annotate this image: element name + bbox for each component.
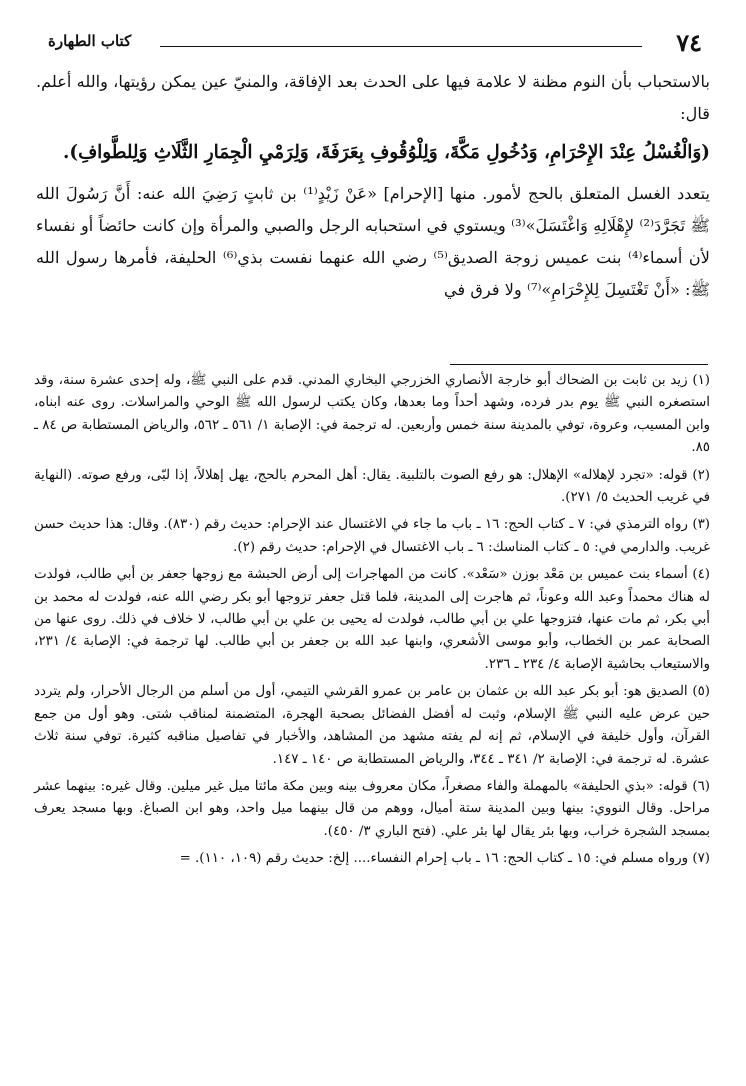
footnote-6: (٦) قوله: «بذي الحليفة» بالمهملة والفاء مصغراً، مكان معروف بينه وبين مكة مائتا ميل غير ميلين. وقال غيره: بينهما عشر مراحل. وقال النووي: بينها وبين المدينة ستة أميال، ووهم من قال بينهما ميل واحد، وهو ابن الصباغ. وبها مسجد يعرف بمسجد الشجرة خراب، وبها بئر يقال لها بئر علي. (فتح الباري ٣/ ٤٥٠). bbox=[34, 778, 710, 839]
matn-text: (وَالْغُسْلُ عِنْدَ الإِحْرَامِ، وَدُخُولِ مَكَّةَ، وَلِلْوُقُوفِ بِعَرَفَةَ، وَلِرَمْيِ الْجِمَارِ الثَّلَاثِ وَلِلطَّوافِ). bbox=[62, 142, 710, 163]
paragraph-1: بالاستحباب بأن النوم مظنة لا علامة فيها على الحدث بعد الإفاقة، والمنيّ عين يمكن رؤيتها، والله أعلم. قال: bbox=[36, 72, 710, 123]
page-number: ٧٤ bbox=[676, 28, 702, 57]
paragraph-2: يتعدد الغسل المتعلق بالحج لأمور. منها [الإحرام] «عَنْ زَيْدٍ⁽¹⁾ بن ثابتٍ رَضِيَ الله عنه: أَنَّ رَسُولَ الله ﷺ تَجَرَّدَ⁽²⁾ لإِهْلَالِهِ وَاغْتَسَلَ»⁽³⁾ ويستوي في استحبابه الرجل والصبي والمرأة وإن كانت حائضاً أو نفساء لأن أسماء⁽⁴⁾ بنت عميس زوجة الصديق⁽⁵⁾ رضي الله عنهما نفست بذي⁽⁶⁾ الحليفة، فأمرها رسول الله ﷺ: «أَنْ تَغْتَسِلَ لِلإِحْرَامِ»⁽⁷⁾ ولا فرق في bbox=[36, 184, 710, 299]
footnote-3: (٣) رواه الترمذي في: ٧ ـ كتاب الحج: ١٦ ـ باب ما جاء في الاغتسال عند الإحرام: حديث رقم (٨٣٠). وقال: هذا حديث حسن غريب. والدارمي في: ٥ ـ كتاب المناسك: ٦ ـ باب الاغتسال في الإحرام: حديث رقم (٢). bbox=[34, 517, 710, 555]
footnote-2: (٢) قوله: «تجرد لإهلاله» الإهلال: هو رفع الصوت بالتلبية. يقال: أهل المحرم بالحج، يهل إهلالاً، إذا لبّى، ورفع صوته. (النهاية في غريب الحديث ٥/ ٢٧١). bbox=[34, 467, 710, 506]
footnotes bbox=[34, 370, 710, 876]
running-title: كتاب الطهارة bbox=[48, 32, 132, 50]
page-header bbox=[30, 30, 716, 56]
footnote-4: (٤) أسماء بنت عميس بن مَعْد بوزن «سَعْد». كانت من المهاجرات إلى أرض الحبشة مع زوجها جعفر بن أبي طالب، فولدت له هناك محمداً وعبد الله وعوناً، ثم هاجرت إلى المدينة، فلما قتل جعفر تزوجها أبو بكر رضي الله عنه، فولدت له محمد بن أبي بكر، ثم مات عنها، فتزوجها علي بن أبي طالب، فولدت له يحيى بن علي بن أبي طالب، لا خلاف في ذلك. روى عنها من الصحابة عمر بن الخطاب، وأبو موسى الأشعري، وابنها عبد الله بن جعفر بن أبي طالب. لها ترجمة في: الإصابة ٤/ ٢٣١، والاستيعاب بحاشية الإصابة ٤/ ٢٣٤ ـ ٢٣٦. bbox=[34, 567, 710, 672]
main-text bbox=[36, 66, 710, 306]
header-rule bbox=[160, 46, 642, 47]
footnote-5: (٥) الصديق هو: أبو بكر عبد الله بن عثمان بن عامر بن عمرو القرشي التيمي، أول من أسلم من الرجال الأحرار، ولم يتردد حين عرض عليه النبي ﷺ الإسلام، وثبت له أفضل الفضائل بصحبة الهجرة، المتضمنة لمناقب شتى. وهو أول من جمع القرآن، وأول خليفة في الإسلام، ثم إنه لم يفته مشهد من المشاهد، والأخبار في تفاصيل مناقبه كثيرة. توفي سنة ثلاث عشرة. له ترجمة في: الإصابة ٢/ ٣٤١ ـ ٣٤٤، والرياض المستطابة ص ١٤٠ ـ ١٤٧. bbox=[34, 684, 710, 767]
footnote-separator bbox=[450, 364, 708, 365]
footnote-7: (٧) ورواه مسلم في: ١٥ ـ كتاب الحج: ١٦ ـ باب إحرام النفساء.... إلخ: حديث رقم (١٠٩، ١١٠). = bbox=[179, 851, 710, 867]
footnote-1: (١) زيد بن ثابت بن الضحاك أبو خارجة الأنصاري الخزرجي البخاري المدني. قدم على النبي ﷺ، وله إحدى عشرة سنة، وقد استصغره النبي ﷺ يوم بدر فرده، وشهد أحداً وما بعدها، وكان يكتب لرسول الله ﷺ الوحي والمراسلات. روى عنه ابناه، وابن المسيب، وعروة، توفي بالمدينة سنة خمس وأربعين. له ترجمة في: الإصابة ١/ ٥٦١ ـ ٥٦٢، والرياض المستطابة ص ٨٤ ـ ٨٥. bbox=[34, 373, 711, 456]
